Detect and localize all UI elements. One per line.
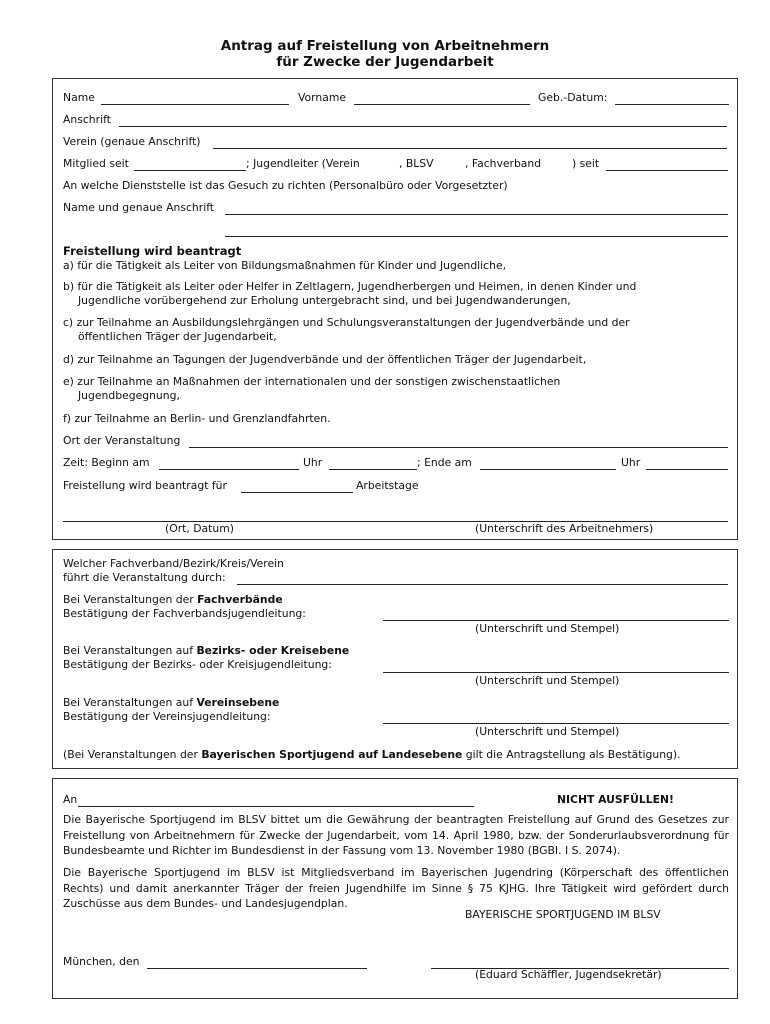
vorname-label: Vorname xyxy=(298,91,347,104)
employee-signature-caption: (Unterschrift des Arbeitnehmers) xyxy=(475,522,654,535)
district-signature-field[interactable] xyxy=(383,672,729,673)
organization-name: BAYERISCHE SPORTJUGEND IM BLSV xyxy=(465,908,661,921)
employer-address-field[interactable] xyxy=(225,214,728,215)
organizer-label-line1: Welcher Fachverband/Bezirk/Kreis/Verein xyxy=(63,557,284,570)
confirmation-section xyxy=(52,549,738,769)
item-c-line2: öffentlichen Träger der Jugendarbeit, xyxy=(78,330,277,343)
end-time-field[interactable] xyxy=(646,469,728,470)
state-level-note: (Bei Veranstaltungen der Bayerischen Sportjugend auf Landesebene gilt die Antragstellung als Bestätigung). xyxy=(63,748,681,761)
address-label: Anschrift xyxy=(63,113,111,126)
applicant-section xyxy=(52,78,738,540)
item-b-line2: Jugendliche vorübergehend zur Erholung untergebracht sind, und bei Jugendwanderungen, xyxy=(78,294,571,307)
federation-label: Bei Veranstaltungen der Fachverbände xyxy=(63,593,283,606)
organizer-label-line2: führt die Veranstaltung durch: xyxy=(63,571,226,584)
event-location-label: Ort der Veranstaltung xyxy=(63,434,181,447)
club-label: Verein (genaue Anschrift) xyxy=(63,135,201,148)
workdays-label: Freistellung wird beantragt für xyxy=(63,479,227,492)
end-label: ; Ende am xyxy=(417,456,472,469)
seit-label: ) seit xyxy=(572,157,600,170)
employer-address-field-2[interactable] xyxy=(225,236,728,237)
district-stamp-caption: (Unterschrift und Stempel) xyxy=(475,674,620,687)
vorname-field[interactable] xyxy=(354,104,530,105)
youth-leader-label: ; Jugendleiter (Verein xyxy=(246,157,360,170)
workdays-unit: Arbeitstage xyxy=(356,479,419,492)
do-not-fill-notice: NICHT AUSFÜLLEN! xyxy=(557,793,674,806)
leader-since-field[interactable] xyxy=(606,170,728,171)
item-f: f) zur Teilnahme an Berlin- und Grenzlandfahrten. xyxy=(63,412,331,425)
request-paragraph: Die Bayerische Sportjugend im BLSV bittet um die Gewährung der beantragten Freistellung auf Grund des Gesetzes zur Freistellung von Arbeitnehmern für Zwecke der Jugendarbeit, vom 14. April 1980, bzw. der Sonderurlaubsverordnung für Bundesbeamte und Richter im Bundesdienst in der Fassung vom 13. November 1980 (BGBI. I S. 2074). xyxy=(63,813,729,857)
club-confirmation-label: Bestätigung der Vereinsjugendleitung: xyxy=(63,710,271,723)
blsv-label: , BLSV xyxy=(399,157,434,170)
item-a: a) für die Tätigkeit als Leiter von Bildungsmaßnahmen für Kinder und Jugendliche, xyxy=(63,259,507,272)
item-c-line1: c) zur Teilnahme an Ausbildungslehrgängen und Schulungsveranstaltungen der Jugendverbände und der xyxy=(63,316,630,329)
membership-paragraph: Die Bayerische Sportjugend im BLSV ist Mitgliedsverband im Bayerischen Jugendring (Körperschaft des öffentlichen Rechts) und damit anerkannter Träger der freien Jugendhilfe im Sinne § 75 KJHG. Ihre Tätigkeit wird gefördert durch Zuschüsse aus dem Bundes- und Landesjugendplan. xyxy=(63,866,729,910)
event-location-field[interactable] xyxy=(189,447,728,448)
name-field[interactable] xyxy=(101,104,289,105)
workdays-field[interactable] xyxy=(241,492,353,493)
organizer-field[interactable] xyxy=(237,584,728,585)
freistellung-heading: Freistellung wird beantragt xyxy=(63,244,242,258)
federation-stamp-caption: (Unterschrift und Stempel) xyxy=(475,622,620,635)
district-confirmation-label: Bestätigung der Bezirks- oder Kreisjugendleitung: xyxy=(63,658,332,671)
start-time-label: Uhr xyxy=(303,456,323,469)
office-use-section xyxy=(52,778,738,999)
employer-address-label: Name und genaue Anschrift xyxy=(63,201,215,214)
club-signature-field[interactable] xyxy=(383,723,729,724)
club-level-label: Bei Veranstaltungen auf Vereinsebene xyxy=(63,696,280,709)
start-date-field[interactable] xyxy=(159,469,299,470)
federation-signature-field[interactable] xyxy=(383,620,729,621)
secretary-caption: (Eduard Schäffler, Jugendsekretär) xyxy=(475,968,662,981)
federation-confirmation-label: Bestätigung der Fachverbandsjugendleitung: xyxy=(63,607,306,620)
item-b-line1: b) für die Tätigkeit als Leiter oder Helfer in Zeltlagern, Jugendherbergen und Heimen, in denen Kinder und xyxy=(63,280,637,293)
club-field[interactable] xyxy=(213,148,727,149)
form-subtitle: für Zwecke der Jugendarbeit xyxy=(276,54,494,70)
club-stamp-caption: (Unterschrift und Stempel) xyxy=(475,725,620,738)
member-since-label: Mitglied seit xyxy=(63,157,129,170)
end-time-label: Uhr xyxy=(621,456,641,469)
start-label: Zeit: Beginn am xyxy=(63,456,150,469)
fachverband-label: , Fachverband xyxy=(465,157,542,170)
recipient-field[interactable] xyxy=(78,806,474,807)
district-label: Bei Veranstaltungen auf Bezirks- oder Kreisebene xyxy=(63,644,350,657)
start-time-field[interactable] xyxy=(329,469,417,470)
end-date-field[interactable] xyxy=(480,469,616,470)
address-field[interactable] xyxy=(119,126,727,127)
birthdate-label: Geb.-Datum: xyxy=(538,91,608,104)
member-since-field[interactable] xyxy=(134,170,246,171)
munich-date-label: München, den xyxy=(63,955,140,968)
item-e-line1: e) zur Teilnahme an Maßnahmen der internationalen und der sonstigen zwischenstaatlichen xyxy=(63,375,561,388)
office-label: An welche Dienststelle ist das Gesuch zu richten (Personalbüro oder Vorgesetzter) xyxy=(63,179,508,192)
item-d: d) zur Teilnahme an Tagungen der Jugendverbände und der öffentlichen Träger der Jugendarbeit, xyxy=(63,353,587,366)
recipient-label: An xyxy=(63,793,78,806)
birthdate-field[interactable] xyxy=(615,104,729,105)
form-title: Antrag auf Freistellung von Arbeitnehmern xyxy=(220,38,550,54)
place-date-caption: (Ort, Datum) xyxy=(165,522,234,535)
name-label: Name xyxy=(63,91,95,104)
item-e-line2: Jugendbegegnung, xyxy=(78,389,180,402)
munich-date-field[interactable] xyxy=(147,968,367,969)
